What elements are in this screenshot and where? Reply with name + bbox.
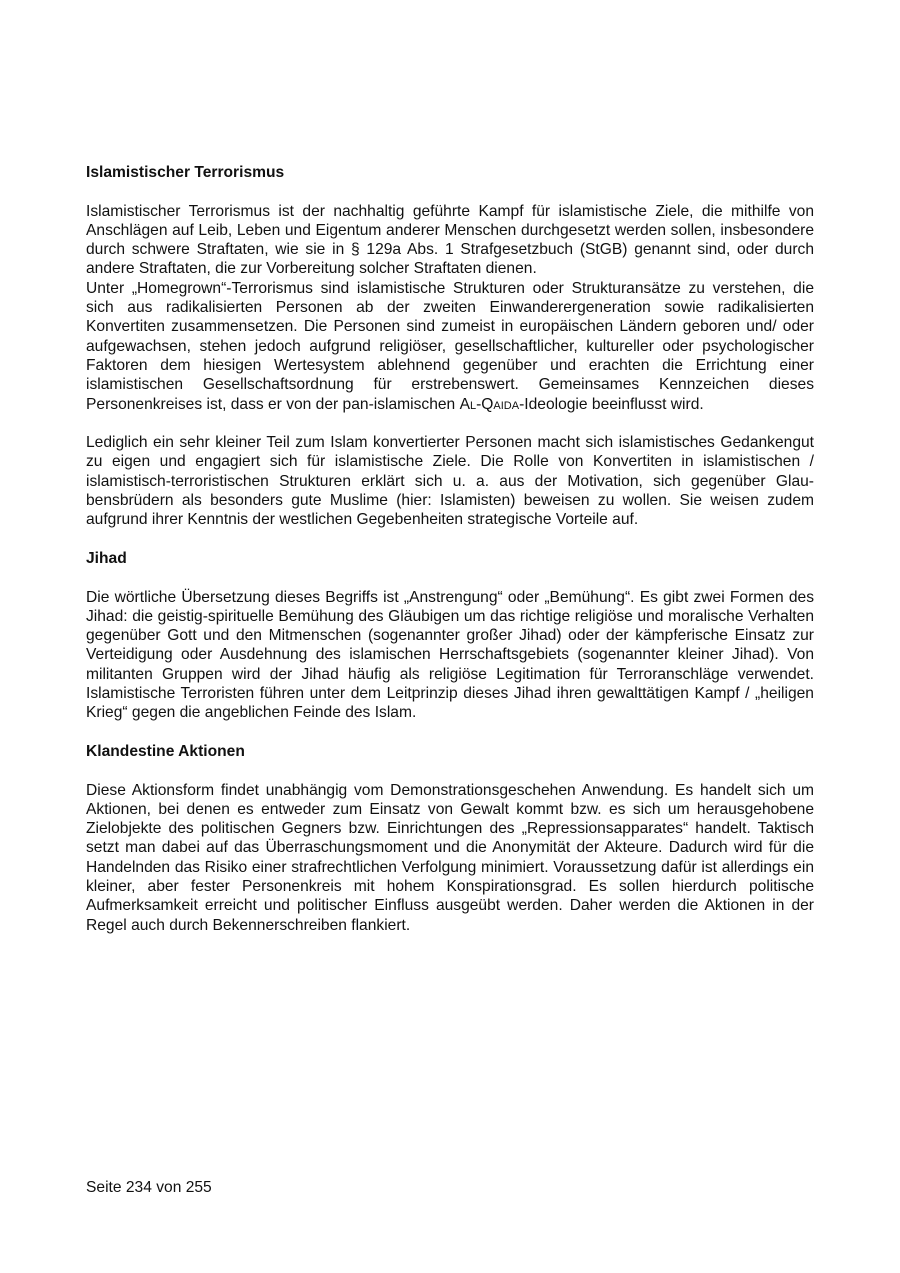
paragraph-jihad: Die wörtliche Übersetzung dieses Begriffs ist „Anstrengung“ oder „Bemühung“. Es gibt zwei Formen des Jihad: die geistig-spirituelle Bemühung des Gläubigen um das richtige religiöse und moralische Verhalten gegenüber Gott und den Mitmenschen (sogenannter großer Jihad) oder der kämpferische Einsatz zur Verteidigung oder Ausdehnung des islamischen Herrschaftsgebiets (sogenannter kleiner Jihad). Von militanten Gruppen wird der Jihad häufig als religiöse Legitimation für Terroranschläge verwendet. Islamistische Terroristen führen unter dem Leitprinzip dieses Jihad ihren gewalttätigen Kampf / „heiligen Krieg“ gegen die angeblichen Feinde des Islam.: [86, 588, 814, 722]
page-number: Seite 234 von 255: [86, 1179, 212, 1196]
heading-jihad: Jihad: [86, 549, 127, 567]
homegrown-text-end: -Ideologie beeinflusst wird.: [519, 395, 704, 413]
document-body: [86, 163, 814, 1043]
paragraph-definition: Islamistischer Terrorismus ist der nachhaltig geführte Kampf für islamistische Ziele, die mithilfe von Anschlägen auf Leib, Leben und Eigentum anderer Menschen durchgesetzt werden sollen, insbesondere durch schwere Straftaten, wie sie in § 129a Abs. 1 Strafgesetzbuch (StGB) genannt sind, oder durch andere Straftaten, die zur Vorbereitung solcher Straftaten dienen.: [86, 202, 814, 278]
al-qaida-term: Al-Qaida: [459, 395, 520, 413]
paragraph-homegrown: [86, 279, 814, 414]
paragraph-klandestine: Diese Aktionsform findet unabhängig vom Demonstrationsgeschehen Anwendung. Es handelt sich um Aktionen, bei denen es entweder zum Einsatz von Gewalt kommt bzw. es sich um herausgehobene Zielobjekte des politischen Gegners bzw. Einrichtungen des „Repressionsapparates“ handelt. Taktisch setzt man dabei auf das Überraschungsmoment und die Anonymität der Akteure. Dadurch wird für die Handelnden das Risiko einer strafrechtlichen Verfolgung minimiert. Voraussetzung dafür ist allerdings ein kleiner, aber fester Personenkreis mit hohem Konspirationsgrad. Es sollen hierdurch politische Aufmerksamkeit erreicht und politischer Einfluss ausgeübt werden. Daher werden die Aktionen in der Regel auch durch Bekennerschreiben flankiert.: [86, 781, 814, 934]
homegrown-text: Unter „Homegrown“-Terrorismus sind islamistische Strukturen oder Strukturansätze zu verstehen, die sich aus radikalisierten Personen ab der zweiten Einwanderergeneration sowie radikalisierten Konvertiten zusammensetzen. Die Personen sind zumeist in europäischen Ländern geboren und/ oder aufgewachsen, stehen jedoch aufgrund religiöser, gesellschaftlicher, kultureller oder psychologischer Faktoren dem hiesigen Wertesystem ablehnend gegenüber und erachten die Errichtung einer islamistischen Gesellschaftsordnung für erstrebenswert. Gemeinsames Kennzeichen dieses Personenkreises ist, dass er von der pan-islamischen: [86, 279, 814, 413]
heading-islamistischer-terrorismus: Islamistischer Terrorismus: [86, 164, 285, 181]
heading-klandestine-aktionen: Klandestine Aktionen: [86, 742, 245, 760]
paragraph-konvertiten: Lediglich ein sehr kleiner Teil zum Islam konvertierter Personen macht sich islamistisches Gedankengut zu eigen und engagiert sich für islamistische Ziele. Die Rolle von Konvertiten in islamistischen / islamistisch-terroristischen Strukturen erklärt sich u. a. aus der Motivation, sich gegenüber Glaubensbrüdern als besonders gute Muslime (hier: Islamisten) beweisen zu wollen. Sie weisen zudem aufgrund ihrer Kenntnis der westlichen Gegebenheiten strategische Vorteile auf.: [86, 434, 814, 529]
